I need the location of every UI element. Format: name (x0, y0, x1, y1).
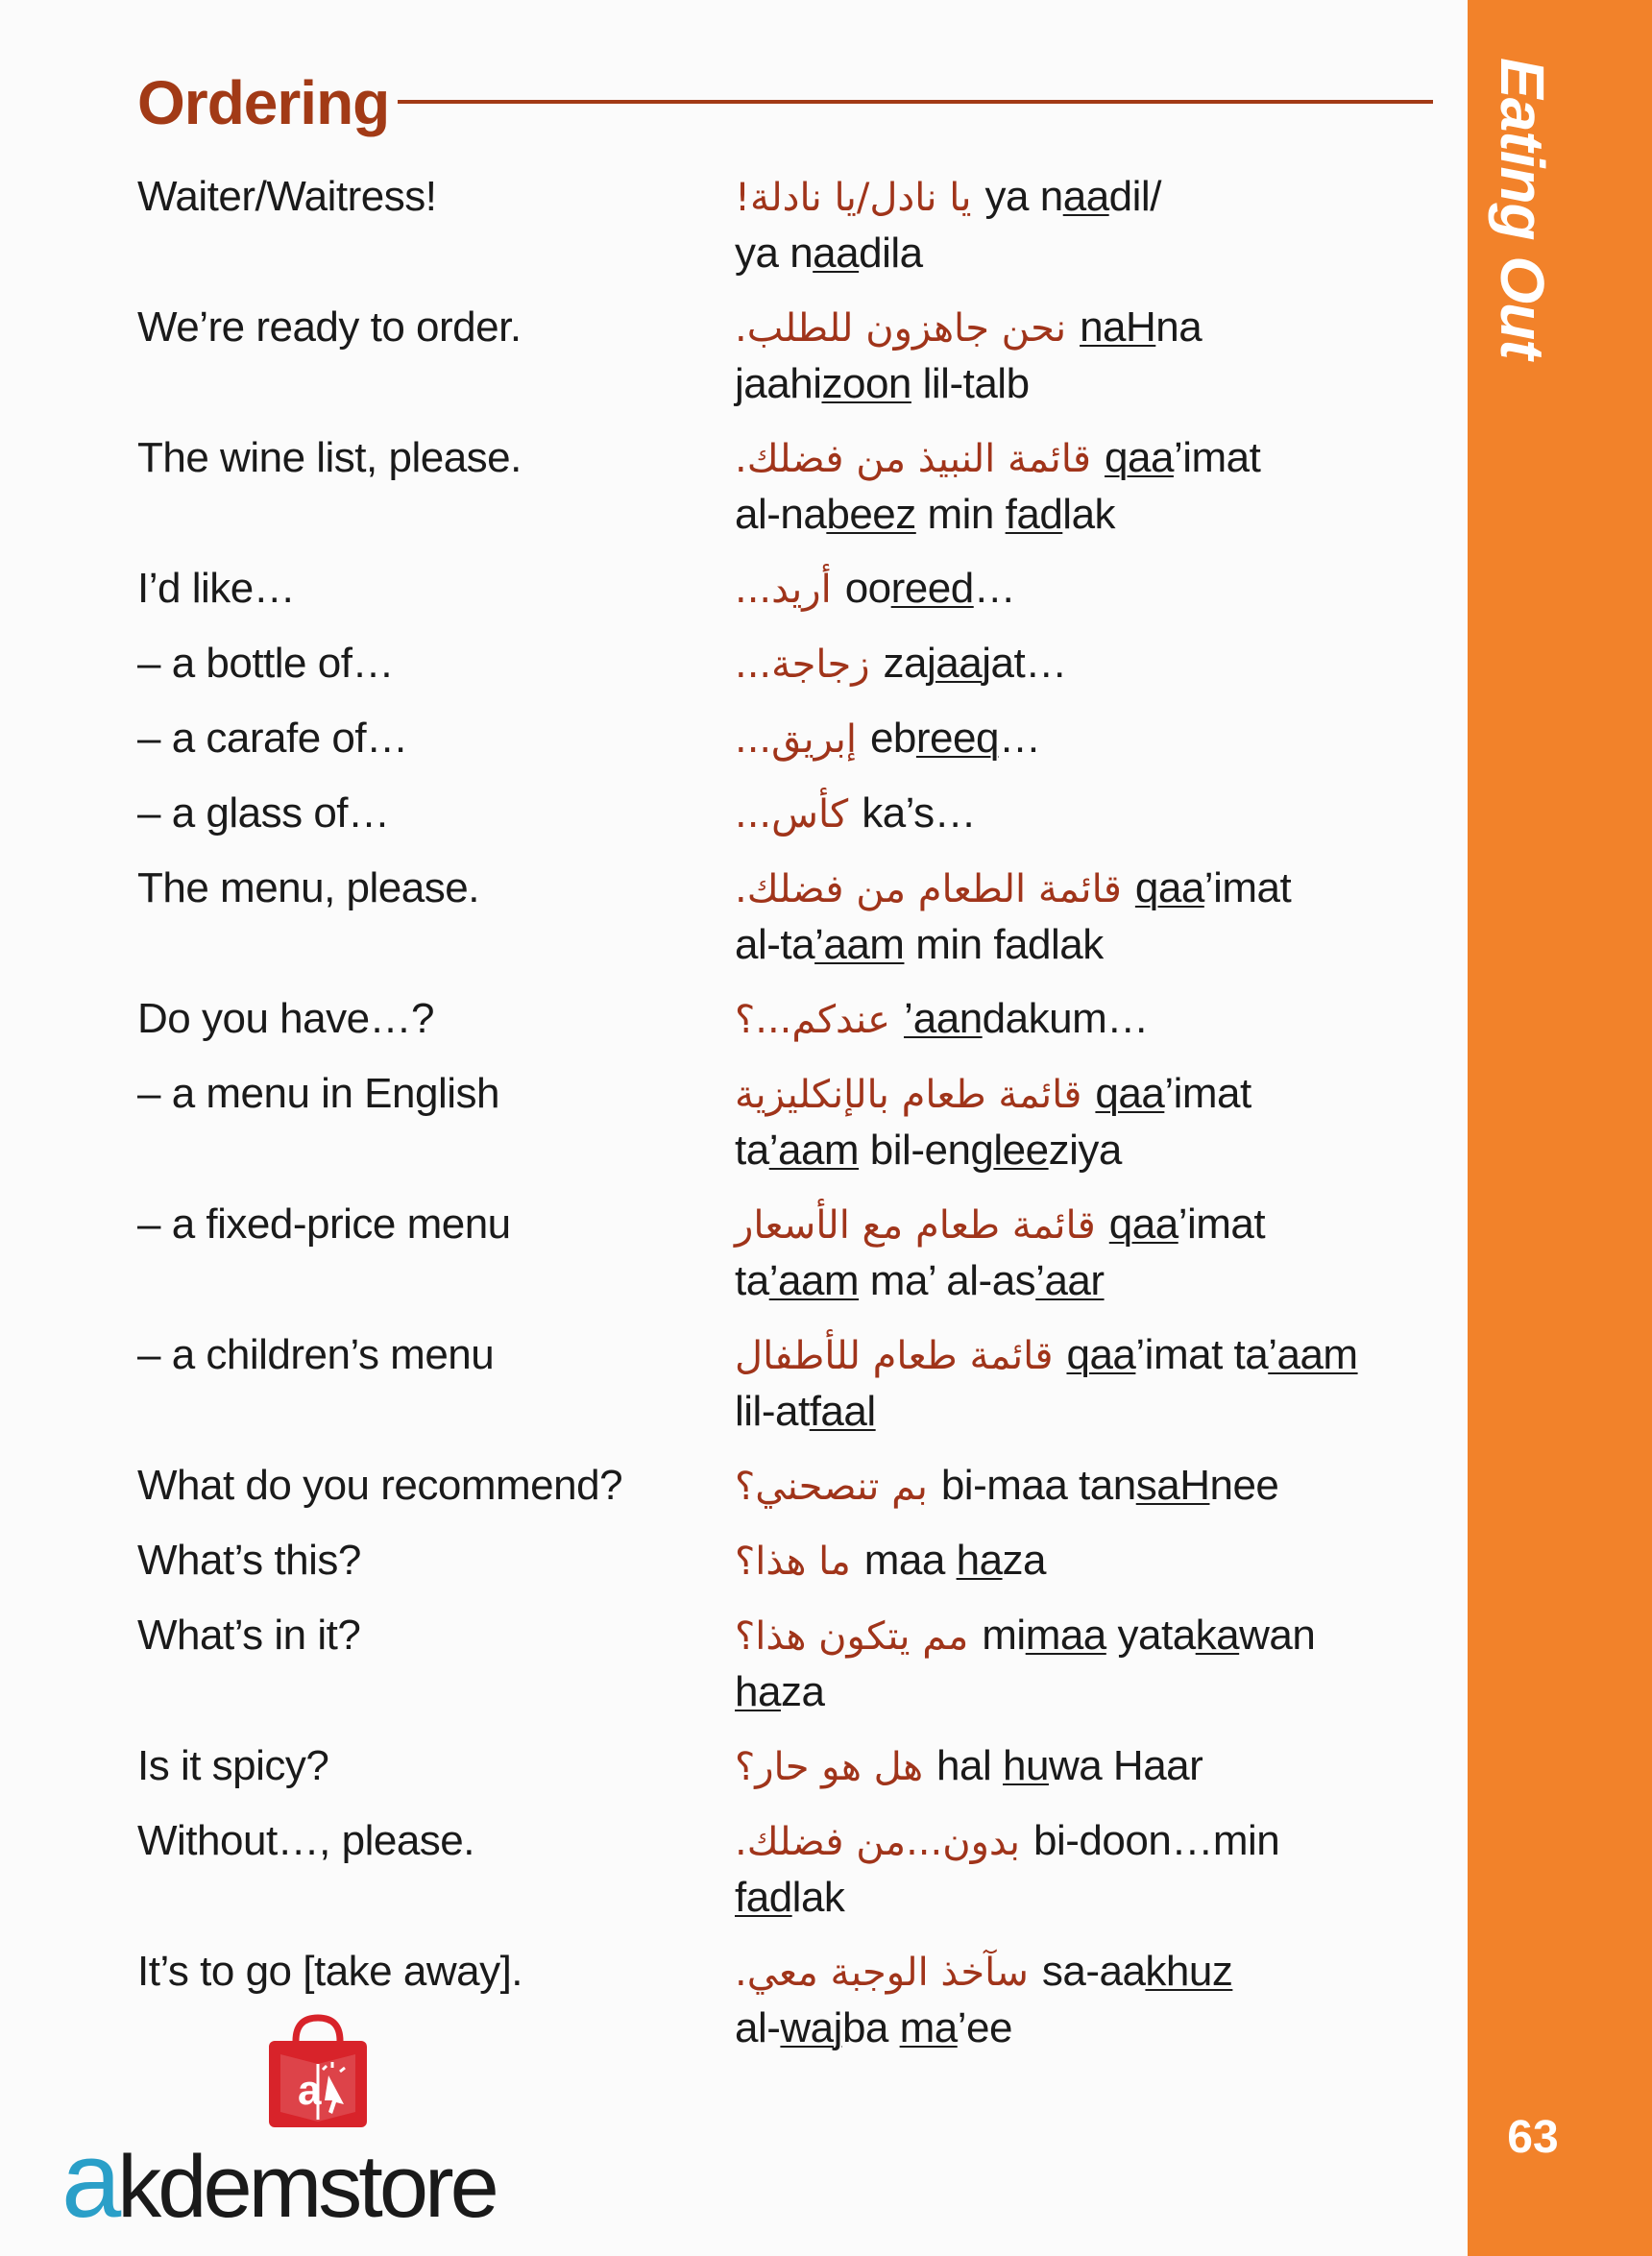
arabic-phrase: بدون...من فضلك. (735, 1820, 1021, 1864)
translation (735, 561, 1426, 618)
logo-wordmark: kdemstore (117, 2138, 496, 2236)
section-heading: Ordering (137, 68, 390, 137)
transliteration: ya naadil/ ya naadila (735, 173, 1161, 277)
translation (735, 169, 1426, 281)
transliteration: sa-aakhuz al-wajba ma’ee (735, 1948, 1233, 2051)
transliteration: ebreeq… (869, 715, 1041, 762)
translation (735, 1066, 1426, 1178)
arabic-phrase: أريد... (735, 568, 832, 612)
logo-icon-letter: a (298, 2067, 322, 2114)
sidebar-title-text: Eating Out (1488, 58, 1557, 359)
transliteration: bi-maa tansaHnee (940, 1462, 1279, 1509)
english-phrase: Is it spicy? (137, 1742, 329, 1789)
translation (735, 1458, 1426, 1515)
arabic-phrase: هل هو حار؟ (735, 1745, 924, 1789)
translation (735, 1738, 1426, 1795)
translation (735, 1813, 1426, 1926)
transliteration: qaa’imat ta’aam bil-engleeziya (735, 1070, 1251, 1174)
store-logo-text (61, 2118, 496, 2242)
arabic-phrase: بم تنصحني؟ (735, 1465, 928, 1509)
arabic-phrase: كأس... (735, 792, 849, 837)
translation (735, 430, 1426, 543)
page-number: 63 (1507, 2112, 1559, 2163)
arabic-phrase: سآخذ الوجبة معي. (735, 1951, 1029, 1995)
english-phrase: – a menu in English (137, 1070, 499, 1117)
transliteration: qaa’imat al-nabeez min fadlak (735, 434, 1261, 538)
arabic-phrase: قائمة طعام بالإنكليزية (735, 1073, 1082, 1117)
english-phrase: It’s to go [take away]. (137, 1948, 523, 1995)
arabic-phrase: زجاجة... (735, 643, 870, 687)
english-phrase: Do you have…? (137, 995, 435, 1042)
arabic-phrase: إبريق... (735, 717, 857, 762)
arabic-phrase: نحن جاهزون للطلب. (735, 306, 1067, 351)
arabic-phrase: قائمة الطعام من فضلك. (735, 867, 1122, 911)
logo-letter-a: a (61, 2120, 118, 2240)
transliteration: ooreed… (844, 565, 1016, 612)
arabic-phrase: يا نادل/يا نادلة! (735, 176, 972, 220)
english-phrase: The menu, please. (137, 864, 479, 911)
transliteration: maa haza (863, 1537, 1047, 1584)
transliteration: qaa’imat ta’aam ma’ al-as’aar (735, 1201, 1266, 1304)
translation (735, 711, 1426, 767)
english-phrase: – a fixed-price menu (137, 1201, 511, 1248)
transliteration: qaa’imat al-ta’aam min fadlak (735, 864, 1292, 968)
transliteration: zajaajat… (883, 640, 1067, 687)
transliteration: hal huwa Haar (936, 1742, 1203, 1789)
arabic-phrase: قائمة طعام للأطفال (735, 1334, 1054, 1378)
english-phrase: What’s this? (137, 1537, 361, 1584)
translation (735, 636, 1426, 692)
transliteration: naHna jaahizoon lil-talb (735, 303, 1203, 407)
english-phrase: The wine list, please. (137, 434, 522, 481)
translation (735, 1608, 1426, 1720)
translation (735, 1327, 1426, 1440)
translation (735, 1944, 1426, 2056)
translation (735, 1197, 1426, 1309)
transliteration: bi-doon…min fadlak (735, 1817, 1280, 1921)
english-phrase: What do you recommend? (137, 1462, 623, 1509)
english-phrase: – a bottle of… (137, 640, 394, 687)
transliteration: qaa’imat ta’aam lil-atfaal (735, 1331, 1358, 1435)
sidebar-section-title (1488, 58, 1566, 365)
english-phrase: We’re ready to order. (137, 303, 522, 351)
english-phrase: – a children’s menu (137, 1331, 495, 1378)
store-logo (61, 2012, 561, 2240)
translation (735, 1533, 1426, 1589)
translation (735, 991, 1426, 1048)
translation (735, 786, 1426, 842)
arabic-phrase: عندكم...؟ (735, 998, 890, 1042)
transliteration: mimaa yatakawan haza (735, 1612, 1316, 1715)
english-phrase: Waiter/Waitress! (137, 173, 437, 220)
transliteration: ka’s… (862, 789, 977, 837)
shopping-bag-book-icon (255, 2012, 380, 2129)
arabic-phrase: مم يتكون هذا؟ (735, 1614, 969, 1659)
english-phrase: What’s in it? (137, 1612, 361, 1659)
english-phrase: – a glass of… (137, 789, 390, 837)
heading-rule (398, 100, 1433, 104)
transliteration: ’aandakum… (903, 995, 1149, 1042)
english-phrase: Without…, please. (137, 1817, 474, 1864)
arabic-phrase: قائمة النبيذ من فضلك. (735, 437, 1092, 481)
english-phrase: I’d like… (137, 565, 296, 612)
translation (735, 300, 1426, 412)
english-phrase: – a carafe of… (137, 715, 408, 762)
translation (735, 861, 1426, 973)
arabic-phrase: قائمة طعام مع الأسعار (735, 1203, 1096, 1248)
arabic-phrase: ما هذا؟ (735, 1540, 851, 1584)
